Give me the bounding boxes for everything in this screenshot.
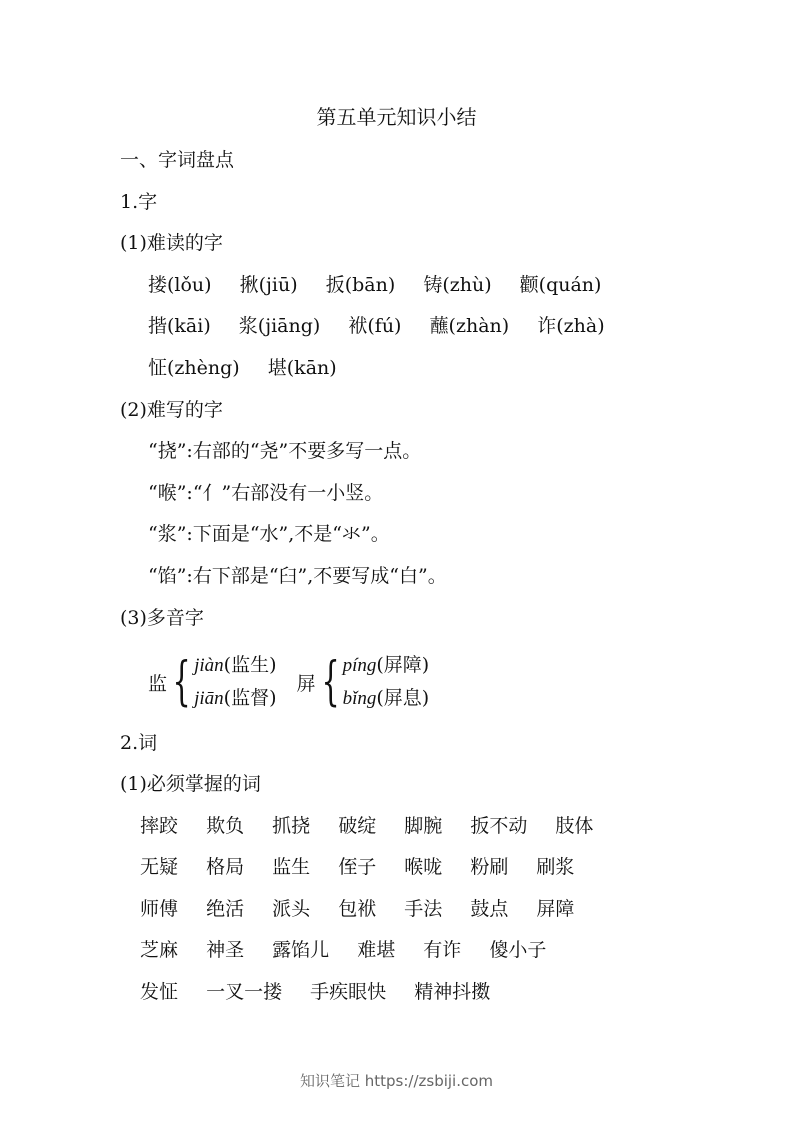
word-item: 破绽 <box>338 815 377 837</box>
char-item: 颧(quán) <box>519 274 602 296</box>
polyphone-option <box>343 649 430 682</box>
word-item: 芝麻 <box>140 939 179 961</box>
polyphone-options <box>194 649 276 715</box>
example-word: (监督) <box>223 687 277 709</box>
word-item: 傻小子 <box>489 939 547 961</box>
polyphone-option <box>194 682 276 715</box>
page-title: 第五单元知识小结 <box>316 105 477 129</box>
char-item: 铸(zhù) <box>423 274 492 296</box>
char-item: 诈(zhà) <box>537 315 605 337</box>
part-heading-char: 1.字 <box>120 191 158 213</box>
word-item: 发怔 <box>140 981 179 1003</box>
hard-read-row <box>148 314 627 338</box>
word-item: 监生 <box>272 856 311 878</box>
hard-read-row <box>148 356 359 380</box>
polyphone-char: 监 <box>148 672 168 695</box>
char-item: 揪(jiū) <box>239 274 298 296</box>
polyphone-options <box>343 649 430 715</box>
word-item: 屏障 <box>536 898 575 920</box>
example-word: (屏息) <box>376 687 430 709</box>
word-item: 无疑 <box>140 856 179 878</box>
word-item: 肢体 <box>555 815 594 837</box>
word-item: 喉咙 <box>404 856 443 878</box>
word-item: 欺负 <box>206 815 245 837</box>
word-row <box>140 938 568 962</box>
polyphone-option <box>194 649 276 682</box>
polyphone-group <box>148 649 277 715</box>
hard-read-heading: (1)难读的字 <box>120 232 223 254</box>
word-item: 露馅儿 <box>272 939 330 961</box>
char-item: 怔(zhèng) <box>148 357 240 379</box>
word-item: 手疾眼快 <box>310 981 387 1003</box>
char-item: 搂(lǒu) <box>148 274 212 296</box>
word-item: 有诈 <box>423 939 462 961</box>
word-item: 手法 <box>404 898 443 920</box>
brace-symbol: { <box>320 652 340 712</box>
char-item: 蘸(zhàn) <box>429 315 510 337</box>
hard-write-item: “喉”:“亻”右部没有一小竖。 <box>148 482 384 504</box>
word-item: 粉刷 <box>470 856 509 878</box>
word-row <box>140 980 512 1004</box>
polyphone-heading: (3)多音字 <box>120 607 204 629</box>
char-item: 揩(kāi) <box>148 315 211 337</box>
pinyin: jiàn <box>194 655 224 676</box>
word-item: 难堪 <box>357 939 396 961</box>
word-row <box>140 897 596 921</box>
word-item: 格局 <box>206 856 245 878</box>
word-item: 包袱 <box>338 898 377 920</box>
brace-symbol: { <box>172 652 191 712</box>
word-item: 精神抖擞 <box>414 981 491 1003</box>
polyphone-option <box>343 682 430 715</box>
word-item: 派头 <box>272 898 311 920</box>
word-item: 一叉一搂 <box>206 981 283 1003</box>
word-item: 师傅 <box>140 898 179 920</box>
section-heading: 一、字词盘点 <box>120 149 235 171</box>
word-item: 抓挠 <box>272 815 311 837</box>
word-row <box>140 855 596 879</box>
words-heading: (1)必须掌握的词 <box>120 773 261 795</box>
char-item: 扳(bān) <box>325 274 396 296</box>
hard-write-heading: (2)难写的字 <box>120 399 223 421</box>
word-item: 鼓点 <box>470 898 509 920</box>
part-heading-word: 2.词 <box>120 732 158 754</box>
polyphone-group <box>297 649 430 715</box>
hard-write-item: “浆”:下面是“水”,不是“氺”。 <box>148 523 390 545</box>
pinyin: píng <box>342 655 377 676</box>
word-item: 脚腕 <box>404 815 443 837</box>
hard-write-item: “馅”:右下部是“臼”,不要写成“白”。 <box>148 565 447 587</box>
hard-write-item: “挠”:右部的“尧”不要多写一点。 <box>148 440 422 462</box>
footer-watermark: 知识笔记 https://zsbiji.com <box>299 1072 494 1090</box>
word-item: 扳不动 <box>470 815 528 837</box>
example-word: (屏障) <box>376 654 430 676</box>
polyphone-block <box>148 650 449 714</box>
hard-read-row <box>148 273 623 297</box>
char-item: 堪(kān) <box>267 357 337 379</box>
polyphone-char: 屏 <box>296 672 316 695</box>
word-row <box>140 814 615 838</box>
word-item: 刷浆 <box>536 856 575 878</box>
pinyin: bǐng <box>342 688 377 709</box>
word-item: 绝活 <box>206 898 245 920</box>
word-item: 侄子 <box>338 856 377 878</box>
word-item: 摔跤 <box>140 815 179 837</box>
example-word: (监生) <box>223 654 277 676</box>
char-item: 袱(fú) <box>348 315 402 337</box>
word-item: 神圣 <box>206 939 245 961</box>
pinyin: jiān <box>194 688 224 709</box>
char-item: 浆(jiāng) <box>238 315 321 337</box>
